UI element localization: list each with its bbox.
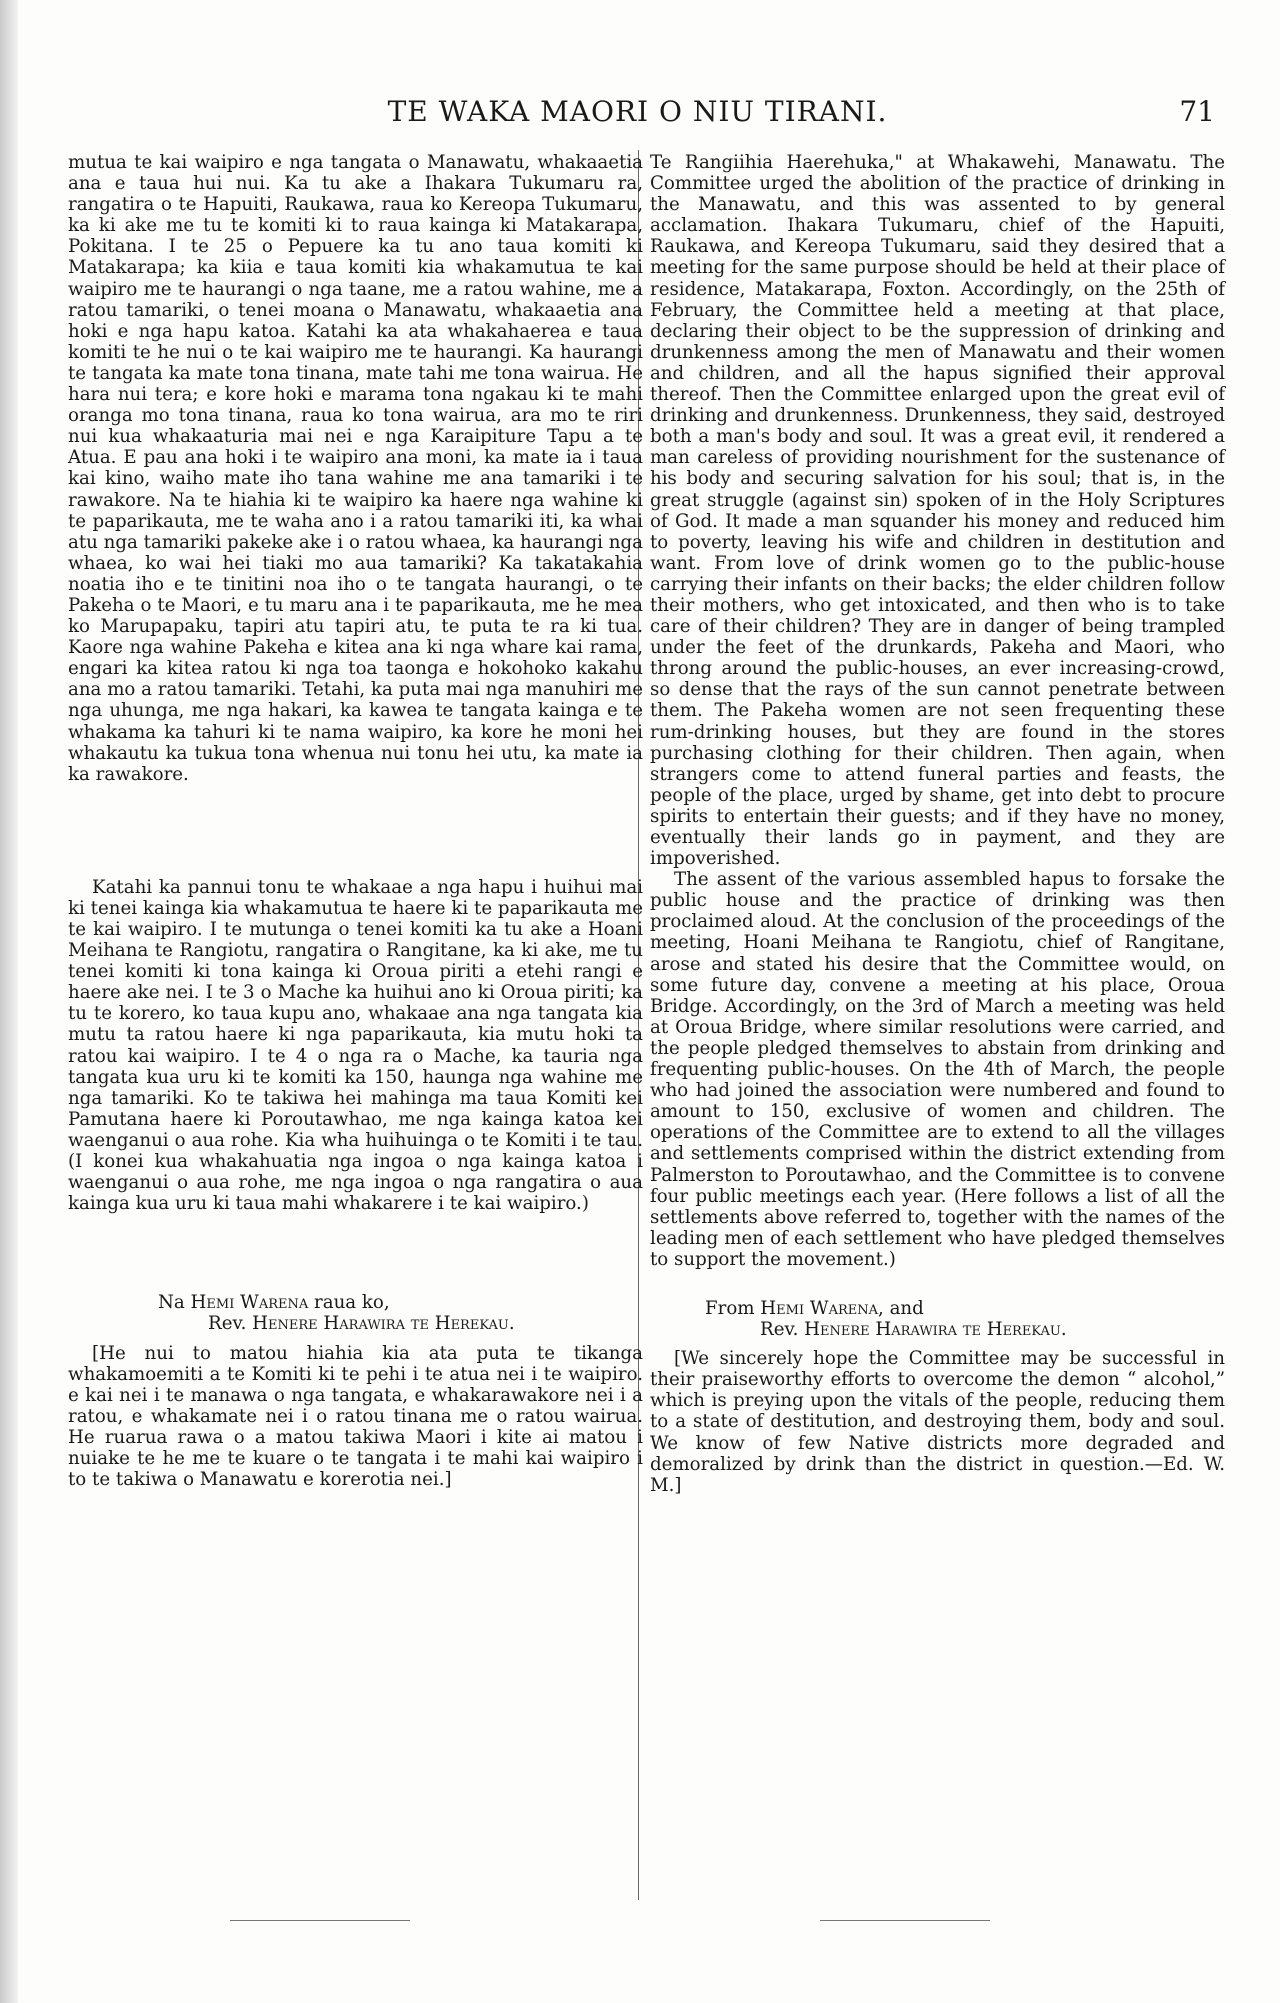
page-header [60, 95, 1215, 135]
footer-rule-left [230, 1920, 410, 1921]
english-paragraph-1: Te Rangiihia Haerehuka," at Whakawehi, Manawatu. The Committee urged the abolition of the practice of drinking in the Manawatu, and this was assented to by general acclamation. Ihakara Tukumaru, chief of the Hapuiti, Raukawa, and Kereopa Tukumaru, said they desired that a meeting for the same purpose should be held at their place of residence, Matakarapa, Foxton. Accordingly, on the 25th of February, the Committee held a meeting at that place, declaring their object to be the suppression of drinking and drunkenness among the men of Manawatu and their women and children, and all the hapus signified their approval thereof. Then the Committee enlarged upon the great evil of drinking and drunkenness. Drunkenness, they said, destroyed both a man's body and soul. It was a great evil, it rendered a man careless of providing nourishment for the sustenance of his body and securing salvation for his soul; that is, in the great struggle (against sin) spoken of in the Holy Scriptures of God. It made a man squander his money and reduced him to poverty, leaving his wife and children in destitution and want. From love of drink women go to the public-house carrying their infants on their backs; the elder children follow their mothers, who get intoxicated, and then who is to take care of their children? They are in danger of being trampled under the feet of the drunkards, Pakeha and Maori, who throng around the public-houses, an ever increasing-crowd, so dense that the rays of the sun cannot penetrate between them. The Pakeha women are not seen frequenting these rum-drinking houses, but they are found in the stores purchasing clothing for their children. Then again, when strangers come to attend funeral parties and feasts, the people of the place, urged by shame, get into debt to procure spirits to entertain their guests; and if they have no money, eventually their lands go in payment, and they are impoverished. [650, 152, 1225, 870]
signatory-name: Hemi Warena [760, 1297, 878, 1319]
english-column [650, 152, 1225, 1496]
maori-column [68, 152, 643, 1490]
signatory-name: Henere Harawira te Herekau [252, 1313, 509, 1335]
maori-paragraph-2: Katahi ka pannui tonu te whakaae a nga hapu i huihui mai ki tenei kainga kia whakamutua te haere ki te paparikauta me te kai waipiro. I te mutunga o tenei komiti ka tu ake a Hoani Meihana te Rangiotu, rangatira o Rangitane, ka ki ake, me tu tenei komiti ki tona kainga ki Oroua piriti a etehi rangi e haere ake nei. I te 3 o Mache ka huihui ano ki Oroua piriti; ka tu te korero, ko taua kupu ano, whakaae ana nga tangata kia mutu ta ratou haere ki nga paparikauta, kia mutu hoki ta ratou kai waipiro. I te 4 o nga ra o Mache, ka tauria nga tangata kua uru ki te komiti ka 150, haunga nga wahine me nga tamariki. Ko te takiwa hei mahinga ma taua Komiti kei Pamutana haere ki Poroutawhao, me nga kainga katoa kei waenganui o aua rohe. Kia wha huihuinga o te Komiti i te tau. (I konei kua whakahuatia nga ingoa o nga kainga katoa i waenganui o aua rohe, me nga ingoa o nga rangatira o aua kainga kua uru ki taua mahi whakarere i te kai waipiro.) [68, 876, 643, 1215]
page-title: TE WAKA MAORI O NIU TIRANI. [387, 95, 888, 128]
paragraph-gap [68, 785, 643, 877]
page-edge [0, 0, 18, 2003]
signatory-name: Hemi Warena [190, 1292, 309, 1314]
english-editorial-note: [We sincerely hope the Committee may be successful in their praiseworthy efforts to overcome the demon “ alcohol,” which is preying upon the vitals of the people, reducing them to a state of destitution, and destroying them, body and soul. We know of few Native districts more degraded and demoralized by drink than the district in question.—Ed. W. M.] [650, 1348, 1225, 1496]
signature-line-1: Na Hemi Warena raua ko, [158, 1292, 390, 1314]
maori-paragraph-1: mutua te kai waipiro e nga tangata o Manawatu, whakaaetia ana e taua hui nui. Ka tu ake a Ihakara Tukumaru ra, rangatira o te Hapuiti, Raukawa, raua ko Kereopa Tukumaru, ka ki ake me tu te komiti ki to raua kainga ki Matakarapa, Pokitana. I te 25 o Pepuere ka tu ano taua komiti ki Matakarapa; ka kiia e taua komiti kia whakamutua te kai waipiro me te haurangi o nga taane, me a ratou wahine, me a ratou tamariki, o tenei moana o Manawatu, whakaaetia ana hoki e nga hapu katoa. Katahi ka ata whakahaerea e taua komiti te he nui o te kai waipiro me te haurangi. Ka haurangi te tangata ka mate tona tinana, mate tahi me tona wairua. He hara nui tera; e kore hoki e marama tona ngakau ki te mahi oranga mo tona tinana, raua ko tona wairua, ara mo te riri nui kua whakaaturia mai nei e nga Karaipiture Tapu a te Atua. E pau ana hoki i te waipiro ana moni, ka mate ia i taua kai kino, waiho mate iho tana wahine me ana tamariki i te rawakore. Na te hiahia ki te waipiro ka haere nga wahine ki te paparikauta, me te waha ano i a ratou tamariki iti, ka whai atu nga tamariki pakeke ake i o ratou whaea, ka haurangi nga whaea, ko wai hei tiaki mo aua tamariki? Ka takatakahia noatia iho e te tinitini noa iho o te tangata haurangi, o te Pakeha o te Maori, e tu maru ana i te paparikauta, me he mea ko Marupapaku, tapiri atu tapiri atu, te puta te ra ki tua. Kaore nga wahine Pakeha e kitea ana ki nga whare kai rama, engari ka kitea ratou ki nga toa taonga e hokohoko kakahu ana mo a ratou tamariki. Tetahi, ka puta mai nga manuhiri me nga uhunga, me nga hakari, ka kawea te tangata kainga e te whakama ka tahuri ki te nama waipiro, ka kore he moni hei whakautu ka tukua tona whenua nui tonu hei utu, ka mate ia ka rawakore. [68, 152, 643, 785]
footer-rule-right [820, 1920, 990, 1921]
signatory-name: Henere Harawira te Herekau [804, 1319, 1061, 1341]
signature-line-2: Rev. Henere Harawira te Herekau. [208, 1313, 515, 1335]
english-paragraph-2: The assent of the various assembled hapus to forsake the public house and the practice of drinking was then proclaimed aloud. At the conclusion of the proceedings of the meeting, Hoani Meihana te Rangiotu, chief of Rangitane, arose and stated his desire that the Committee would, on some future day, convene a meeting at his place, Oroua Bridge. Accordingly, on the 3rd of March a meeting was held at Oroua Bridge, where similar resolutions were carried, and the people pledged themselves to abstain from drinking and frequenting public-houses. On the 4th of March, the people who had joined the association were numbered and found to amount to 150, exclusive of women and children. The operations of the Committee are to extend to all the villages and settlements comprised within the district extending from Palmerston to Poroutawhao, and the Committee is to convene four public meetings each year. (Here follows a list of all the settlements above referred to, together with the names of the leading men of each settlement who have pledged themselves to support the movement.) [650, 869, 1225, 1270]
signature-line-1: From Hemi Warena, and [705, 1297, 924, 1319]
signature-line-2: Rev. Henere Harawira te Herekau. [760, 1319, 1067, 1341]
english-signature [650, 1298, 1225, 1340]
maori-editorial-note: [He nui to matou hiahia kia ata puta te tikanga whakamoemiti a te Komiti ki te pehi i te atua nei i te waipiro. e kai nei i te manawa o nga tangata, e whakarawakore nei i a ratou, e whakamate nei i o ratou tinana me o ratou wairua. He ruarua rawa o a matou takiwa Maori i kite ai matou i nuiake te he me te kuare o te tangata i te mahi kai waipiro i to te takiwa o Manawatu e korerotia nei.] [68, 1342, 643, 1491]
page-number: 71 [1179, 95, 1215, 128]
maori-signature [68, 1292, 643, 1334]
